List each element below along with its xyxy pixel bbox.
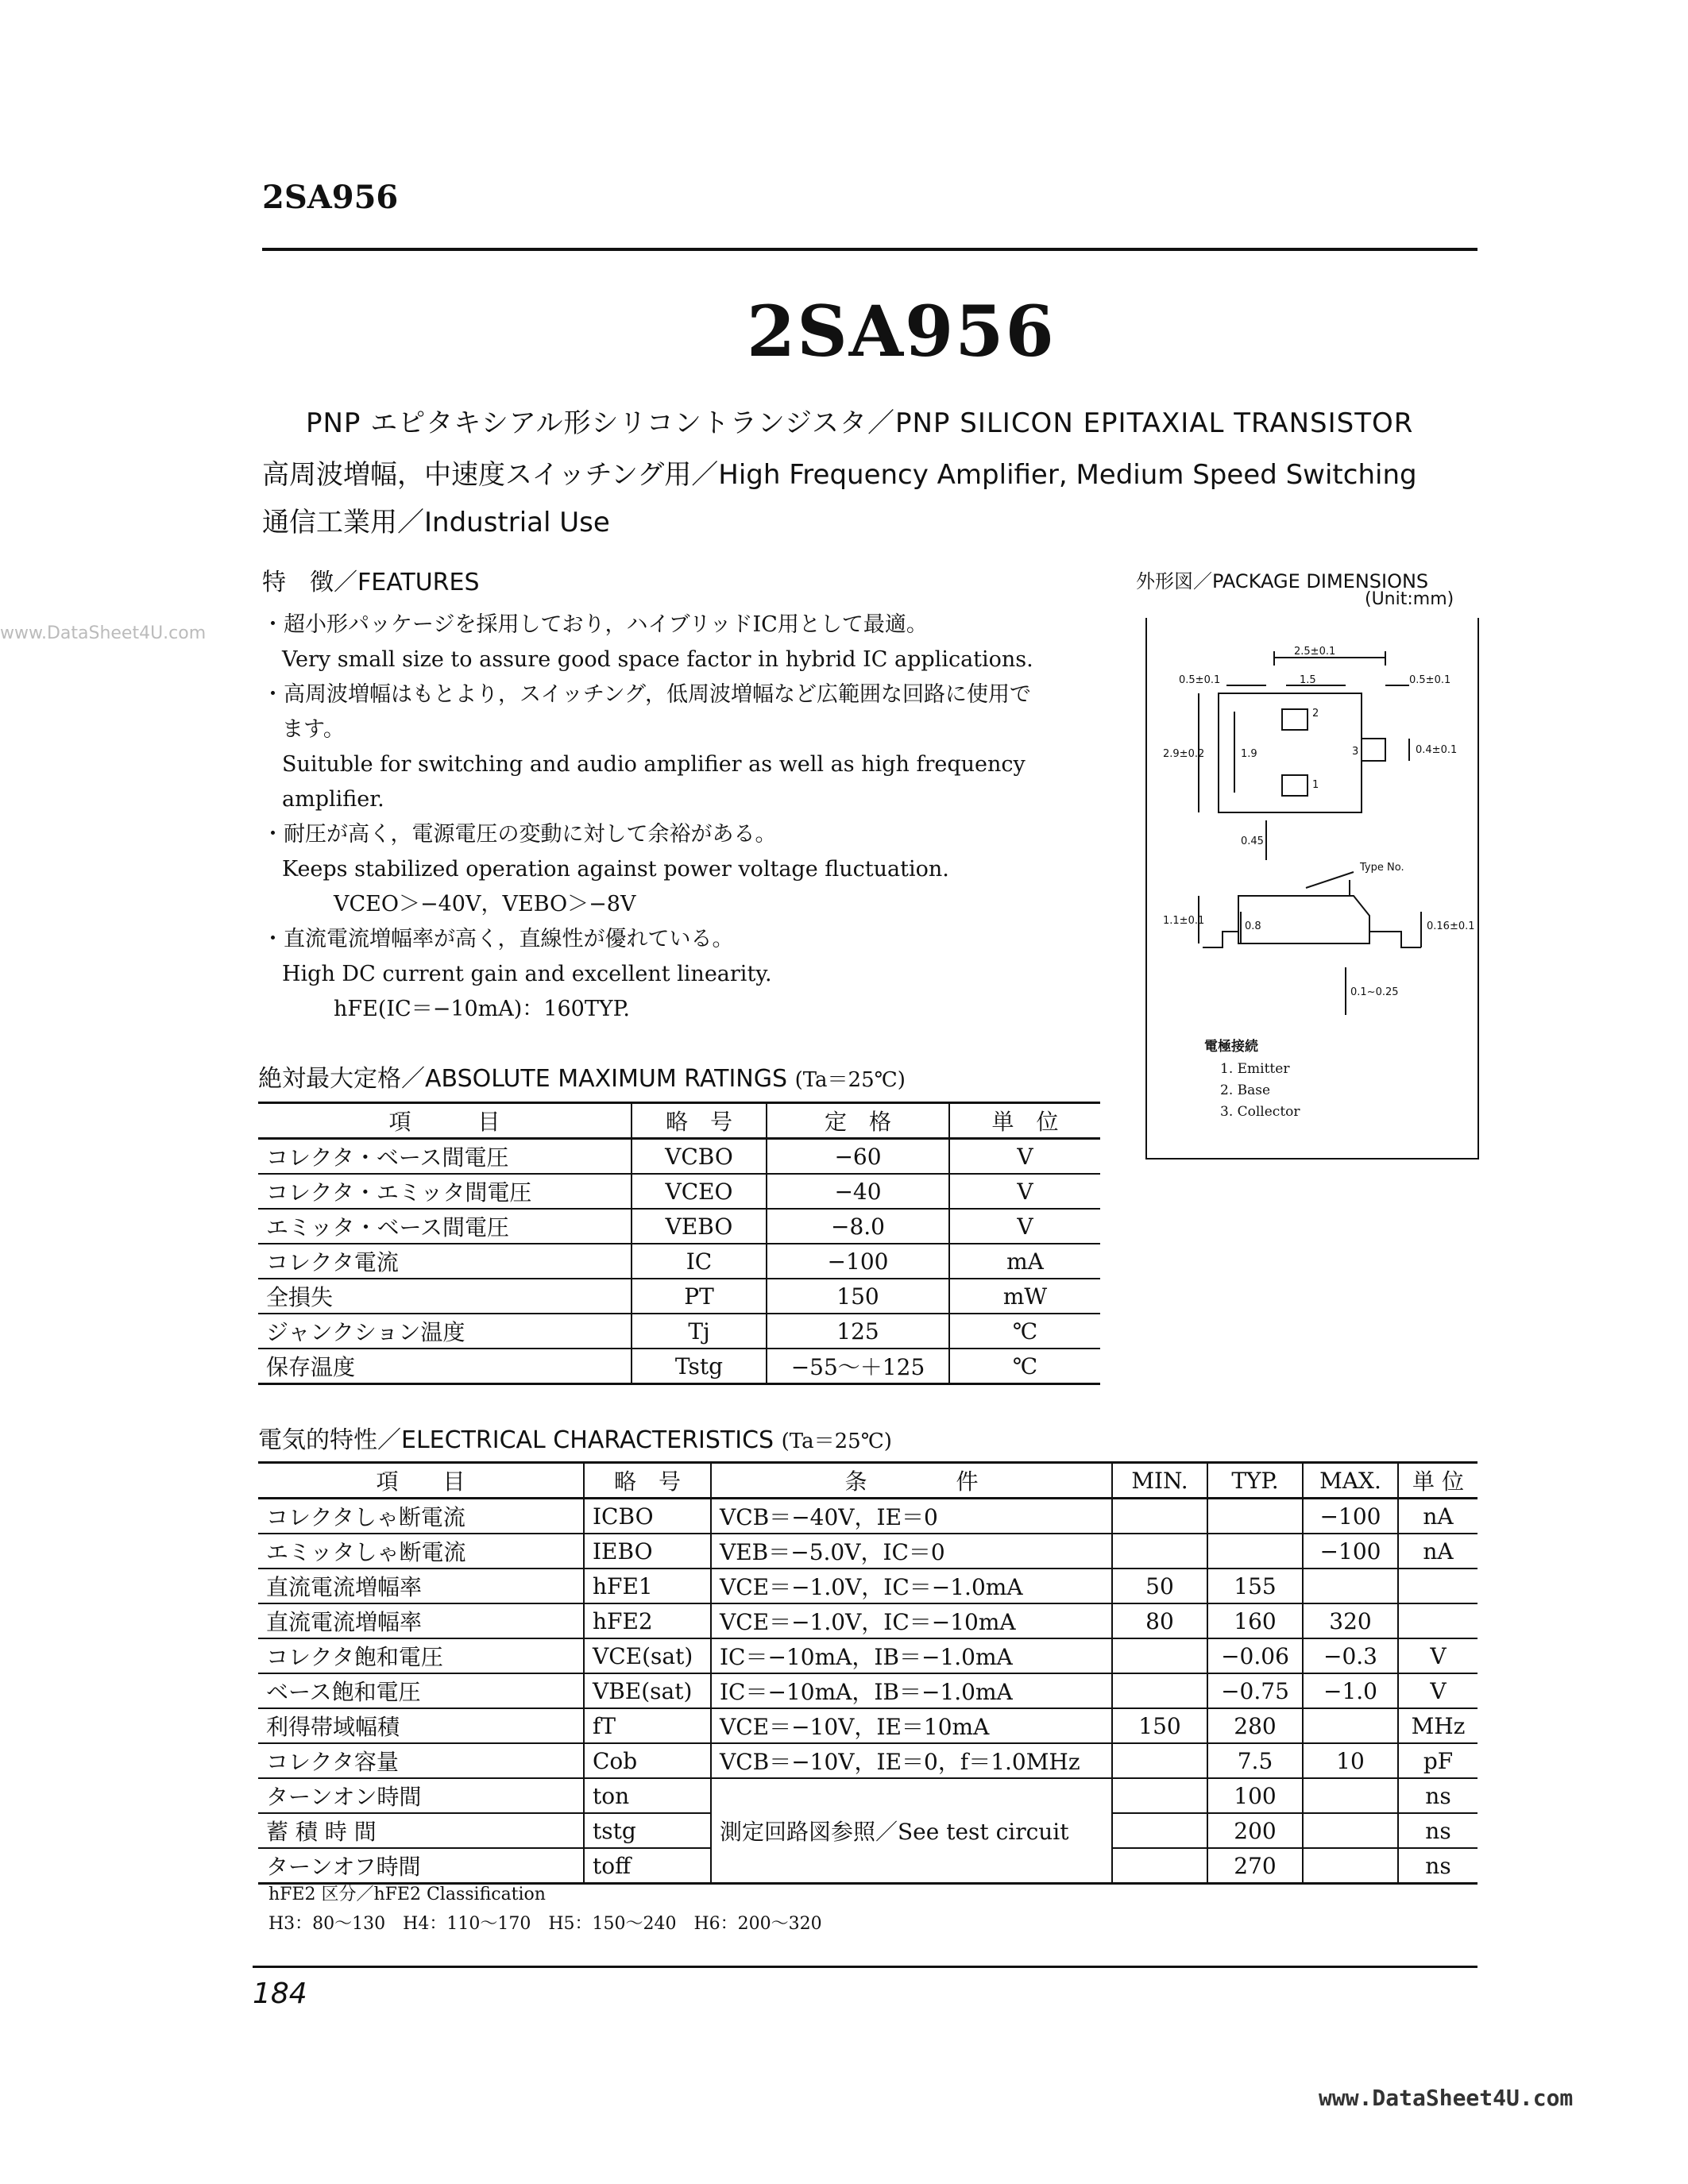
- cell: エミッタしゃ断電流: [258, 1534, 584, 1569]
- table-header-row: [258, 1103, 1100, 1139]
- cell: nA: [1398, 1534, 1477, 1569]
- cell: [1207, 1534, 1303, 1569]
- header-cell: 単 位: [949, 1103, 1100, 1139]
- feature-line: hFE(IC＝−10mA)：160TYP.: [334, 997, 630, 1021]
- cell: VCB＝−40V，IE＝0: [711, 1499, 1112, 1534]
- cell: hFE2: [584, 1603, 711, 1638]
- table-row: [258, 1349, 1100, 1384]
- dim-label: 1.9: [1241, 748, 1257, 760]
- feature-line: ・高周波増幅はもとより，スイッチング，低周波増幅など広範囲な回路に使用で: [262, 682, 1031, 707]
- cell: pF: [1398, 1743, 1477, 1778]
- feature-line: Suituble for switching and audio amplifier as well as high frequency: [282, 752, 1026, 777]
- header-cell: 略 号: [584, 1463, 711, 1499]
- cell: ℃: [949, 1349, 1100, 1384]
- table-row: [258, 1708, 1477, 1743]
- cell: 保存温度: [258, 1349, 632, 1384]
- dim-label: 0.45: [1241, 835, 1264, 847]
- table-row: [258, 1174, 1100, 1209]
- cell: 270: [1207, 1848, 1303, 1884]
- cell: コレクタしゃ断電流: [258, 1499, 584, 1534]
- classification-values: H3：80〜130 H4：110〜170 H5：150〜240 H6：200〜320: [268, 1914, 822, 1934]
- cell: ns: [1398, 1848, 1477, 1884]
- cell: mA: [949, 1244, 1100, 1279]
- abs-ratings-table: [258, 1102, 1100, 1385]
- cell: VCEO: [632, 1174, 767, 1209]
- cell: −8.0: [767, 1209, 949, 1244]
- cell: IC: [632, 1244, 767, 1279]
- cell: コレクタ・ベース間電圧: [258, 1139, 632, 1175]
- cell: [1112, 1813, 1207, 1848]
- cell: nA: [1398, 1499, 1477, 1534]
- cell: V: [1398, 1673, 1477, 1708]
- cell: 280: [1207, 1708, 1303, 1743]
- cell: VCE＝−10V，IE＝10mA: [711, 1708, 1112, 1743]
- cell: 160: [1207, 1603, 1303, 1638]
- cell: ns: [1398, 1813, 1477, 1848]
- cell: コレクタ容量: [258, 1743, 584, 1778]
- footer-rule: [253, 1966, 1477, 1968]
- feature-line: ます。: [282, 717, 345, 742]
- cell: 320: [1303, 1603, 1398, 1638]
- cell: toff: [584, 1848, 711, 1884]
- cell: 直流電流増幅率: [258, 1603, 584, 1638]
- classification-title: hFE2 区分／hFE2 Classification: [268, 1885, 546, 1904]
- abs-ratings-title-text: 絶対最大定格／ABSOLUTE MAXIMUM RATINGS: [258, 1065, 788, 1093]
- cell: ターンオフ時間: [258, 1848, 584, 1884]
- cell: 150: [1112, 1708, 1207, 1743]
- dim-label: 0.5±0.1: [1409, 674, 1451, 686]
- cell: [1398, 1603, 1477, 1638]
- dim-label: 0.16±0.1: [1427, 920, 1475, 932]
- cell: 全損失: [258, 1279, 632, 1314]
- dim-label: 2.5±0.1: [1294, 646, 1336, 658]
- table-row: [258, 1499, 1477, 1534]
- cell: [1112, 1673, 1207, 1708]
- cell: VEB＝−5.0V，IC＝0: [711, 1534, 1112, 1569]
- table-header-row: [258, 1463, 1477, 1499]
- cell: V: [949, 1139, 1100, 1175]
- cell: [1112, 1778, 1207, 1813]
- cell: V: [949, 1209, 1100, 1244]
- cell: −0.75: [1207, 1673, 1303, 1708]
- cell: IC＝−10mA，IB＝−1.0mA: [711, 1673, 1112, 1708]
- page-title: 2SA956: [747, 290, 1056, 372]
- feature-line: High DC current gain and excellent linearity.: [282, 962, 772, 986]
- table-row: [258, 1569, 1477, 1603]
- cell: 10: [1303, 1743, 1398, 1778]
- header-cell: 項 目: [258, 1103, 632, 1139]
- header-cell: 略 号: [632, 1103, 767, 1139]
- cell: −60: [767, 1139, 949, 1175]
- header-cell: 項 目: [258, 1463, 584, 1499]
- package-unit: (Unit:mm): [1365, 589, 1454, 609]
- cell: [1398, 1569, 1477, 1603]
- electrical-title: [258, 1420, 892, 1455]
- dim-label: 2.9±0.2: [1163, 748, 1205, 760]
- table-row: [258, 1673, 1477, 1708]
- cell: 50: [1112, 1569, 1207, 1603]
- table-row: [258, 1603, 1477, 1638]
- cell: 蓄 積 時 間: [258, 1813, 584, 1848]
- pin-2-pad: [1282, 709, 1308, 730]
- feature-line: Keeps stabilized operation against power voltage fluctuation.: [282, 857, 949, 882]
- table-row: [258, 1244, 1100, 1279]
- features-heading: 特 徴／FEATURES: [262, 569, 480, 596]
- cell: Tstg: [632, 1349, 767, 1384]
- dim-label: 0.4±0.1: [1416, 744, 1458, 756]
- table-row: [258, 1638, 1477, 1673]
- cell: hFE1: [584, 1569, 711, 1603]
- feature-line: ・超小形パッケージを採用しており，ハイブリッドIC用として最適。: [262, 612, 928, 637]
- cell: 直流電流増幅率: [258, 1569, 584, 1603]
- cell: コレクタ・エミッタ間電圧: [258, 1174, 632, 1209]
- cell: −100: [767, 1244, 949, 1279]
- cell: ベース飽和電圧: [258, 1673, 584, 1708]
- test-circuit-cell: 測定回路図参照／See test circuit: [711, 1778, 1112, 1884]
- connection-item: 3. Collector: [1220, 1104, 1300, 1120]
- abs-ratings-condition: (Ta＝25℃): [794, 1068, 906, 1092]
- pin-1-pad: [1282, 775, 1308, 796]
- table-row: [258, 1743, 1477, 1778]
- feature-line: ・直流電流増幅率が高く，直線性が優れている。: [262, 927, 734, 951]
- cell: コレクタ電流: [258, 1244, 632, 1279]
- cell: mW: [949, 1279, 1100, 1314]
- type-no-label: Type No.: [1360, 862, 1404, 874]
- header-cell: 条 件: [711, 1463, 1112, 1499]
- package-drawing: [1147, 618, 1477, 1158]
- cell: V: [949, 1174, 1100, 1209]
- cell: VEBO: [632, 1209, 767, 1244]
- cell: tstg: [584, 1813, 711, 1848]
- cell: −0.3: [1303, 1638, 1398, 1673]
- cell: VCE(sat): [584, 1638, 711, 1673]
- table-row: [258, 1534, 1477, 1569]
- feature-line: VCEO＞−40V，VEBO＞−8V: [334, 892, 636, 916]
- table-row: [258, 1778, 1477, 1813]
- cell: [1303, 1778, 1398, 1813]
- cell: 80: [1112, 1603, 1207, 1638]
- cell: fT: [584, 1708, 711, 1743]
- cell: ジャンクション温度: [258, 1314, 632, 1349]
- cell: 125: [767, 1314, 949, 1349]
- cell: VCE＝−1.0V，IC＝−10mA: [711, 1603, 1112, 1638]
- abs-ratings-title: [258, 1059, 906, 1094]
- page-number: 184: [253, 1978, 307, 2010]
- cell: PT: [632, 1279, 767, 1314]
- pin-3-pad: [1362, 739, 1385, 761]
- cell: ton: [584, 1778, 711, 1813]
- package-body-side-view: [1238, 896, 1369, 943]
- cell: VCBO: [632, 1139, 767, 1175]
- cell: Cob: [584, 1743, 711, 1778]
- header-cell: 単 位: [1398, 1463, 1477, 1499]
- cell: VCB＝−10V，IE＝0，f＝1.0MHz: [711, 1743, 1112, 1778]
- cell: [1112, 1743, 1207, 1778]
- cell: −1.0: [1303, 1673, 1398, 1708]
- cell: VCE＝−1.0V，IC＝−1.0mA: [711, 1569, 1112, 1603]
- cell: コレクタ飽和電圧: [258, 1638, 584, 1673]
- electrical-title-text: 電気的特性／ELECTRICAL CHARACTERISTICS: [258, 1426, 774, 1454]
- table-row: [258, 1209, 1100, 1244]
- table-row: [258, 1314, 1100, 1349]
- cell: −40: [767, 1174, 949, 1209]
- pin-number: 3: [1352, 746, 1359, 758]
- feature-line: ・耐圧が高く，電源電圧の変動に対して余裕がある。: [262, 822, 777, 847]
- header-rule: [262, 248, 1477, 251]
- cell: MHz: [1398, 1708, 1477, 1743]
- cell: −100: [1303, 1499, 1398, 1534]
- cell: 利得帯域幅積: [258, 1708, 584, 1743]
- cell: ICBO: [584, 1499, 711, 1534]
- header-cell: 定 格: [767, 1103, 949, 1139]
- cell: 200: [1207, 1813, 1303, 1848]
- header-cell: MAX.: [1303, 1463, 1398, 1499]
- table-row: [258, 1139, 1100, 1175]
- cell: −100: [1303, 1534, 1398, 1569]
- cell: IEBO: [584, 1534, 711, 1569]
- cell: −55〜＋125: [767, 1349, 949, 1384]
- package-heading: 外形図／PACKAGE DIMENSIONS: [1136, 570, 1429, 592]
- feature-line: Very small size to assure good space factor in hybrid IC applications.: [282, 647, 1033, 672]
- cell: [1303, 1569, 1398, 1603]
- cell: −0.06: [1207, 1638, 1303, 1673]
- cell: [1112, 1638, 1207, 1673]
- cell: [1303, 1813, 1398, 1848]
- cell: Tj: [632, 1314, 767, 1349]
- cell: [1303, 1708, 1398, 1743]
- dim-label: 0.1~0.25: [1350, 986, 1399, 998]
- cell: 150: [767, 1279, 949, 1314]
- subtitle-line-1: PNP エピタキシアル形シリコントランジスタ／PNP SILICON EPITAXIAL TRANSISTOR: [306, 407, 1414, 439]
- cell: [1112, 1499, 1207, 1534]
- header-cell: MIN.: [1112, 1463, 1207, 1499]
- subtitle-line-2: 高周波増幅，中速度スイッチング用／High Frequency Amplifier, Medium Speed Switching: [262, 459, 1417, 491]
- dim-label: 0.8: [1245, 920, 1261, 932]
- table-row: [258, 1279, 1100, 1314]
- connection-item: 1. Emitter: [1220, 1061, 1290, 1077]
- cell: [1112, 1848, 1207, 1884]
- subtitle-line-3: 通信工業用／Industrial Use: [262, 507, 610, 538]
- pin-number: 2: [1312, 708, 1319, 720]
- feature-line: amplifier.: [282, 787, 384, 812]
- electrical-condition: (Ta＝25℃): [781, 1430, 892, 1453]
- dim-label: 1.1±0.1: [1163, 915, 1205, 927]
- cell: ターンオン時間: [258, 1778, 584, 1813]
- cell: 7.5: [1207, 1743, 1303, 1778]
- pin-number: 1: [1312, 779, 1319, 791]
- cell: VBE(sat): [584, 1673, 711, 1708]
- package-body-top-view: [1219, 693, 1362, 812]
- cell: エミッタ・ベース間電圧: [258, 1209, 632, 1244]
- cell: V: [1398, 1638, 1477, 1673]
- connection-title: 電極接続: [1204, 1039, 1258, 1055]
- package-frame: [1145, 618, 1479, 1160]
- dim-label: 1.5: [1300, 674, 1316, 686]
- cell: IC＝−10mA，IB＝−1.0mA: [711, 1638, 1112, 1673]
- cell: [1112, 1534, 1207, 1569]
- watermark-right: www.DataSheet4U.com: [1319, 2085, 1574, 2111]
- cell: ℃: [949, 1314, 1100, 1349]
- watermark-left: www.DataSheet4U.com: [0, 623, 207, 643]
- header-part-number: 2SA956: [262, 179, 399, 216]
- electrical-table: [258, 1461, 1477, 1885]
- cell: ns: [1398, 1778, 1477, 1813]
- dim-label: 0.5±0.1: [1179, 674, 1221, 686]
- cell: [1207, 1499, 1303, 1534]
- header-cell: TYP.: [1207, 1463, 1303, 1499]
- connection-item: 2. Base: [1220, 1082, 1271, 1098]
- cell: [1303, 1848, 1398, 1884]
- cell: 100: [1207, 1778, 1303, 1813]
- cell: 155: [1207, 1569, 1303, 1603]
